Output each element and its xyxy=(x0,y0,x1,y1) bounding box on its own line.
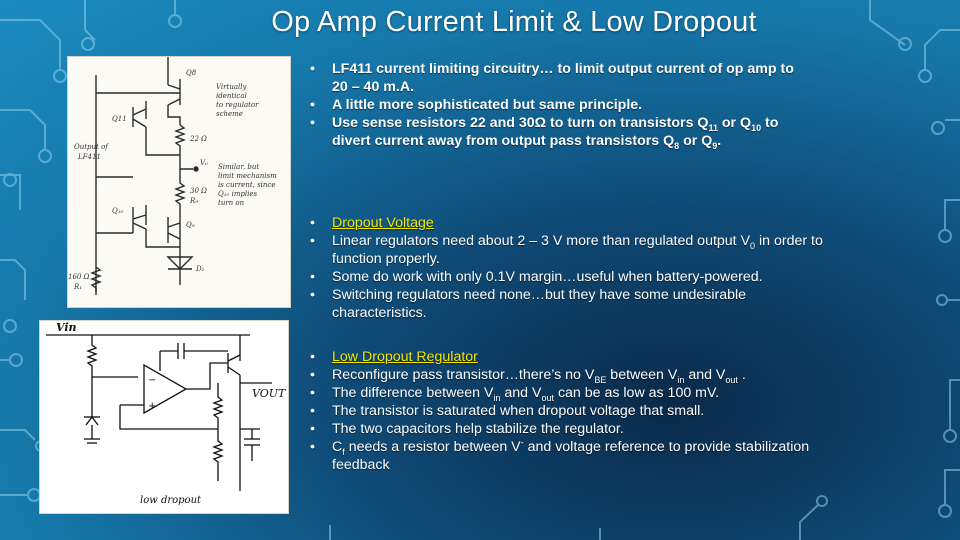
linear-sub-0: 0 xyxy=(750,240,756,251)
sense-line2-a: divert current away from output pass transistors Q xyxy=(332,133,675,149)
cf-a: C xyxy=(332,439,343,455)
sense-line2-c: . xyxy=(717,133,722,149)
sense-text-a: Use sense resistors 22 and 30Ω to turn on transistors Q xyxy=(332,115,709,131)
note1-line1: Virtually xyxy=(216,83,247,91)
sense-sub-8: 8 xyxy=(674,140,680,151)
sense-line2-b: or Q xyxy=(679,133,713,149)
bullets-low-dropout xyxy=(308,348,938,474)
bullet-ldo-heading xyxy=(308,348,938,366)
bullet-sense-resistors xyxy=(308,114,938,150)
sense-sub-11: 11 xyxy=(708,122,718,133)
label-r1: R₁ xyxy=(74,283,83,291)
bullet-capacitors xyxy=(308,420,938,438)
label-22-ohm: 22 Ω xyxy=(190,135,207,143)
switching-line1: Switching regulators need none…but they have some undesirable xyxy=(332,287,747,303)
difference-sub-in: in xyxy=(493,392,501,403)
difference-c: can be as low as 100 mV. xyxy=(554,385,720,401)
linear-line2: function properly. xyxy=(332,251,440,267)
cf-line2: feedback xyxy=(332,457,390,473)
label-q10: Q₁₀ xyxy=(112,207,124,215)
bullet-some-work xyxy=(308,268,938,286)
bullets-current-limiting xyxy=(308,60,938,150)
note1-line4: scheme xyxy=(216,110,243,118)
saturated-text: The transistor is saturated when dropout voltage that small. xyxy=(332,403,705,419)
label-q8: Q8 xyxy=(186,69,197,77)
label-r9: R₉ xyxy=(190,197,199,205)
sense-text-b: or Q xyxy=(717,115,752,131)
label-30-ohm: 30 Ω xyxy=(190,187,207,195)
label-q9: Q₉ xyxy=(186,221,195,229)
bullet-dropout-heading xyxy=(308,214,938,232)
bullet-switching-regulators xyxy=(308,286,938,322)
reconfigure-b: between V xyxy=(606,367,678,383)
difference-a: The difference between V xyxy=(332,385,494,401)
bullet-more-sophisticated xyxy=(308,96,938,114)
note2-line1: Similar, but xyxy=(218,163,260,171)
label-vin: Vin xyxy=(56,321,77,334)
sense-sub-9: 9 xyxy=(712,140,718,151)
note1-line3: to regulator xyxy=(216,101,259,109)
bullet-lf411-line2: 20 – 40 m.A. xyxy=(332,79,415,95)
opamp-plus: + xyxy=(148,401,157,412)
bullet-saturated xyxy=(308,402,938,420)
opamp-minus: − xyxy=(148,375,157,386)
difference-b: and V xyxy=(500,385,542,401)
bullet-more-sophisticated-text: A little more sophisticated but same principle. xyxy=(332,97,643,113)
label-output-of: Output of xyxy=(74,143,108,151)
label-v0: V₀ xyxy=(200,159,208,167)
cf-sup-minus: - xyxy=(520,437,524,448)
note2-line3: is current, since xyxy=(218,181,276,189)
label-d2: D₂ xyxy=(196,265,205,273)
reconfigure-c: and V xyxy=(684,367,726,383)
note2-line4: Q₁₀ implies xyxy=(218,190,258,198)
low-dropout-schematic-figure xyxy=(39,320,289,514)
bullet-linear-regulators xyxy=(308,232,938,268)
label-160-ohm: 160 Ω xyxy=(68,273,90,281)
label-vout: VOUT xyxy=(252,387,286,400)
cf-sub-f: f xyxy=(342,446,345,457)
bullet-difference xyxy=(308,384,938,402)
bullets-dropout-voltage xyxy=(308,214,938,322)
bullet-lf411-line1: LF411 current limiting circuitry… to limit output current of op amp to xyxy=(332,61,794,77)
difference-sub-out: out xyxy=(541,392,554,403)
lf411-schematic xyxy=(68,57,290,307)
label-q11: Q11 xyxy=(112,115,127,123)
reconfigure-sub-be: BE xyxy=(594,374,607,385)
low-dropout-schematic xyxy=(40,321,288,513)
sense-text-c: to xyxy=(761,115,779,131)
reconfigure-a: Reconfigure pass transistor…there’s no V xyxy=(332,367,595,383)
reconfigure-d: . xyxy=(737,367,746,383)
bullet-lf411 xyxy=(308,60,938,96)
caption-low-dropout: low dropout xyxy=(140,495,202,506)
note2-line5: turn on xyxy=(218,199,245,207)
linear-text-a: Linear regulators need about 2 – 3 V more than regulated output V xyxy=(332,233,751,249)
cf-c: and voltage reference to provide stabilization xyxy=(523,439,810,455)
note2-line2: limit mechanism xyxy=(218,172,277,180)
switching-line2: characteristics. xyxy=(332,305,427,321)
some-work-text: Some do work with only 0.1V margin…useful when battery-powered. xyxy=(332,269,763,285)
label-lf411: LF411 xyxy=(78,153,101,161)
lf411-schematic-figure xyxy=(67,56,291,308)
linear-text-b: in order to xyxy=(755,233,823,249)
reconfigure-sub-in: in xyxy=(677,374,685,385)
sense-sub-10: 10 xyxy=(751,122,762,133)
low-dropout-regulator-link[interactable]: Low Dropout Regulator xyxy=(332,349,478,365)
note1-line2: identical xyxy=(216,92,247,100)
slide-title: Op Amp Current Limit & Low Dropout xyxy=(271,6,757,38)
capacitors-text: The two capacitors help stabilize the regulator. xyxy=(332,421,624,437)
reconfigure-sub-out: out xyxy=(725,374,738,385)
bullet-cf-resistor xyxy=(308,438,938,474)
bullet-reconfigure xyxy=(308,366,938,384)
cf-b: needs a resistor between V xyxy=(344,439,521,455)
dropout-voltage-link[interactable]: Dropout Voltage xyxy=(332,215,434,231)
